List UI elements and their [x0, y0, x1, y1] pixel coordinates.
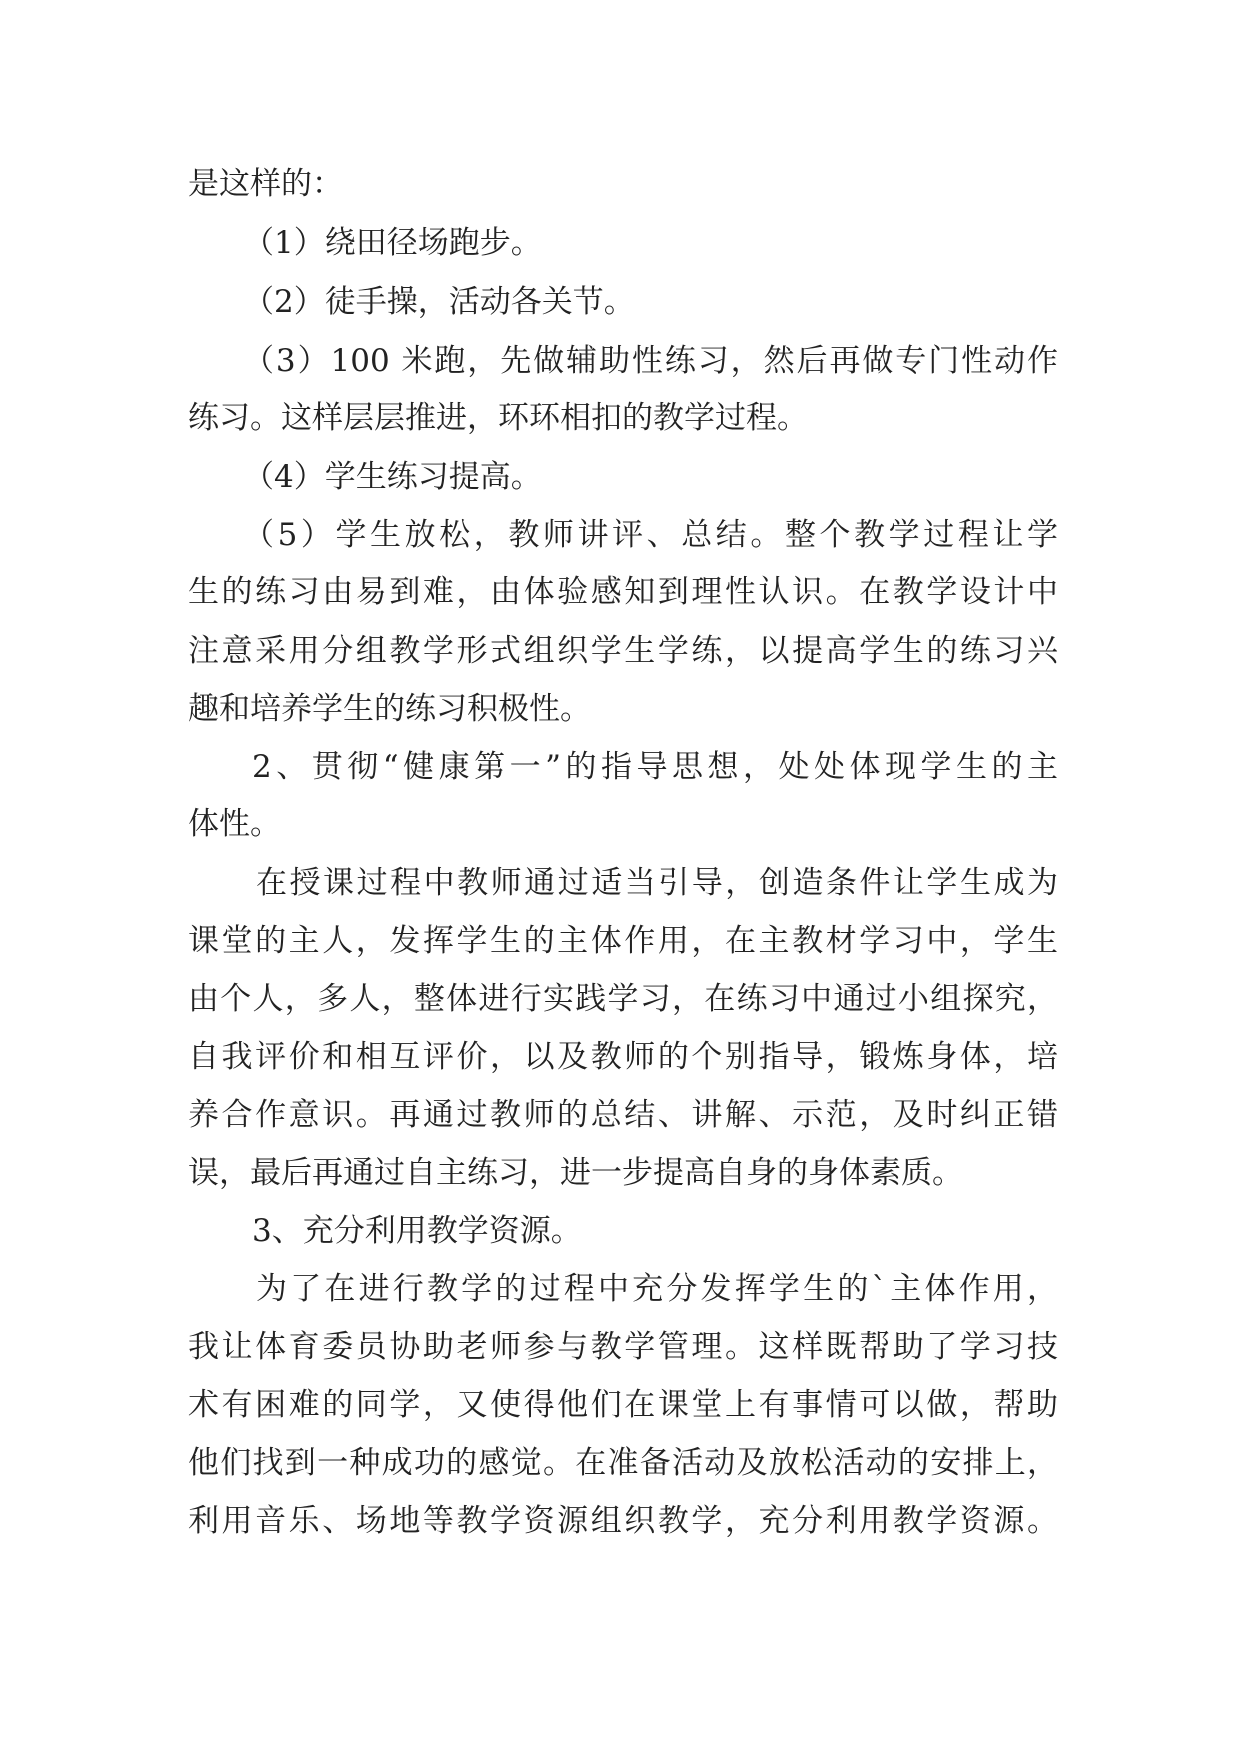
- text-line: 2、贯彻“健康第一”的指导思想，处处体现学生的主: [252, 749, 1058, 785]
- text-line: 为了在进行教学的过程中充分发挥学生的`主体作用，: [256, 1271, 1058, 1307]
- text-line: （1）绕田径场跑步。: [243, 225, 542, 261]
- text-line: 在授课过程中教师通过适当引导，创造条件让学生成为: [256, 865, 1058, 901]
- text-line: 误，最后再通过自主练习，进一步提高自身的身体素质。: [188, 1155, 963, 1191]
- text-line: 我让体育委员协助老师参与教学管理。这样既帮助了学习技: [188, 1329, 1058, 1365]
- text-line: （4）学生练习提高。: [243, 459, 542, 495]
- text-line: （3）100 米跑，先做辅助性练习，然后再做专门性动作: [243, 343, 1058, 379]
- text-line: 体性。: [188, 806, 281, 842]
- text-line: 注意采用分组教学形式组织学生学练，以提高学生的练习兴: [188, 633, 1058, 669]
- text-line: 自我评价和相互评价，以及教师的个别指导，锻炼身体，培: [188, 1039, 1058, 1075]
- text-line: 术有困难的同学，又使得他们在课堂上有事情可以做，帮助: [188, 1387, 1058, 1423]
- text-line: 趣和培养学生的练习积极性。: [188, 691, 591, 727]
- text-line: 利用音乐、场地等教学资源组织教学，充分利用教学资源。: [188, 1503, 1058, 1539]
- text-line: （5）学生放松，教师讲评、总结。整个教学过程让学: [243, 517, 1058, 553]
- text-line: 由个人，多人，整体进行实践学习，在练习中通过小组探究，: [188, 981, 1058, 1017]
- text-line: 课堂的主人，发挥学生的主体作用，在主教材学习中，学生: [188, 923, 1058, 959]
- text-line: 练习。这样层层推进，环环相扣的教学过程。: [188, 400, 808, 436]
- text-line: 养合作意识。再通过教师的总结、讲解、示范，及时纠正错: [188, 1097, 1058, 1133]
- text-line: 3、充分利用教学资源。: [252, 1213, 582, 1249]
- text-line: （2）徒手操，活动各关节。: [243, 284, 635, 320]
- text-line: 是这样的：: [188, 166, 343, 202]
- text-line: 他们找到一种成功的感觉。在准备活动及放松活动的安排上，: [188, 1445, 1058, 1481]
- text-line: 生的练习由易到难，由体验感知到理性认识。在教学设计中: [188, 574, 1058, 610]
